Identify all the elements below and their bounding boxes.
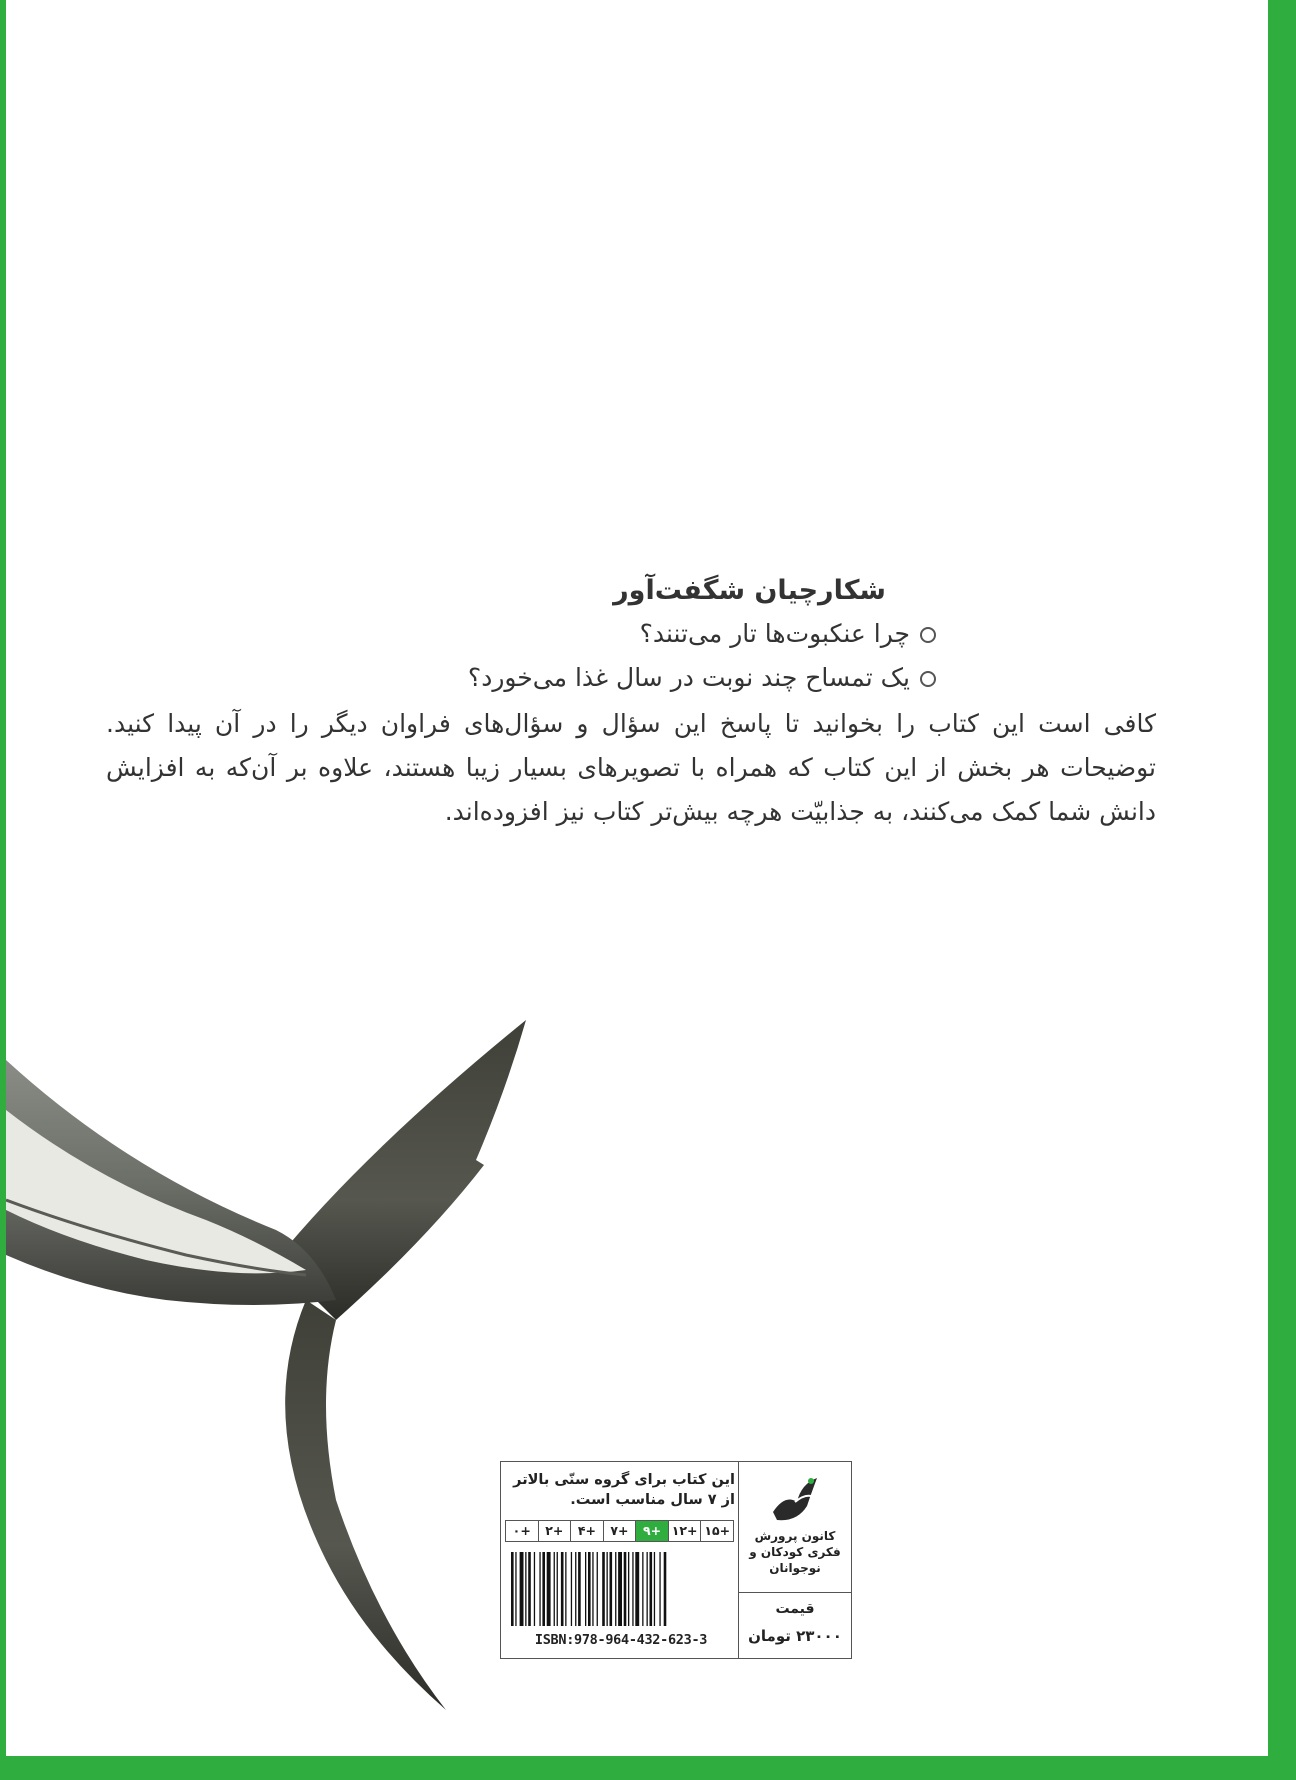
barcode-bar	[515, 1552, 516, 1626]
publisher-name: کانون پرورش فکری کودکان و نوجوانان	[749, 1529, 841, 1575]
bullet-circle-icon	[920, 627, 936, 643]
barcode-bar	[597, 1552, 598, 1626]
barcode-bar	[654, 1552, 655, 1626]
price-box	[739, 1592, 851, 1659]
age-group-item: +۱۵	[700, 1520, 734, 1542]
barcode-bar	[607, 1552, 608, 1626]
barcode-bar	[632, 1552, 633, 1626]
shark-tail-image	[6, 1000, 566, 1740]
age-group-item: +۲	[538, 1520, 572, 1542]
barcode-bar	[554, 1552, 555, 1626]
barcode-bar	[539, 1552, 540, 1626]
info-box	[500, 1461, 852, 1659]
age-group-item-selected: +۹	[635, 1520, 669, 1542]
barcode-bar	[659, 1552, 660, 1626]
price-value: ۲۳۰۰۰ تومان	[748, 1627, 842, 1645]
barcode-bar	[642, 1552, 643, 1626]
question-text: چرا عنکبوت‌ها تار می‌تنند؟	[639, 619, 910, 648]
question-text: یک تمساح چند نوبت در سال غذا می‌خورد؟	[467, 663, 910, 692]
blurb-section	[106, 570, 1156, 834]
barcode-bar	[588, 1552, 591, 1626]
age-group-row	[506, 1520, 734, 1542]
question-1	[106, 612, 1156, 656]
barcode-bar	[628, 1552, 629, 1626]
publisher-panel	[738, 1462, 851, 1658]
blurb-body: کافی است این کتاب را بخوانید تا پاسخ این سؤال و سؤال‌های فراوان دیگر را در آن پیدا کنید. توضیحات هر بخش از این کتاب که همراه با تصویرهای بسیار زیبا هستند، علاوه بر آن‌که به افزایش دانش شما کمک می‌کنند، به جذابیّت هرچه بیش‌تر کتاب نیز افزوده‌اند.	[106, 709, 1156, 826]
barcode-bar	[618, 1552, 622, 1626]
barcode-bar	[578, 1552, 581, 1626]
barcode-bar	[528, 1552, 531, 1626]
barcode-bar	[575, 1552, 576, 1626]
barcode-bar	[610, 1552, 613, 1626]
age-note: این کتاب برای گروه سنّی بالاتر از ۷ سال مناسب است.	[513, 1472, 735, 1508]
barcode-bar	[650, 1552, 653, 1626]
age-group-item: +۱۲	[668, 1520, 702, 1542]
barcode-bar	[615, 1552, 616, 1626]
barcode-bar	[602, 1552, 605, 1626]
barcode-bar	[635, 1552, 639, 1626]
question-2	[106, 656, 1156, 700]
barcode-bar	[624, 1552, 627, 1626]
barcode-bar	[547, 1552, 551, 1626]
barcode-bar	[534, 1552, 535, 1626]
blurb-title: شکارچیان شگفت‌آور	[613, 575, 886, 606]
age-group-item: +۰	[505, 1520, 539, 1542]
isbn-number: ISBN:978-964-432-623-3	[534, 1632, 708, 1648]
publisher-logo-icon	[767, 1472, 823, 1528]
barcode	[509, 1552, 731, 1626]
barcode-bar	[520, 1552, 524, 1626]
barcode-bar	[571, 1552, 572, 1626]
barcode-bar	[561, 1552, 564, 1626]
age-group-item: +۷	[603, 1520, 637, 1542]
barcode-bar	[525, 1552, 526, 1626]
barcode-bar	[647, 1552, 648, 1626]
barcode-bar	[592, 1552, 593, 1626]
bullet-circle-icon	[920, 671, 936, 687]
age-group-item: +۴	[570, 1520, 604, 1542]
barcode-bar	[664, 1552, 667, 1626]
barcode-bar	[542, 1552, 545, 1626]
back-cover	[6, 0, 1268, 1756]
barcode-bar	[565, 1552, 566, 1626]
barcode-bar	[511, 1552, 514, 1626]
price-label: قیمت	[775, 1601, 815, 1617]
barcode-bar	[557, 1552, 558, 1626]
barcode-bar	[585, 1552, 586, 1626]
